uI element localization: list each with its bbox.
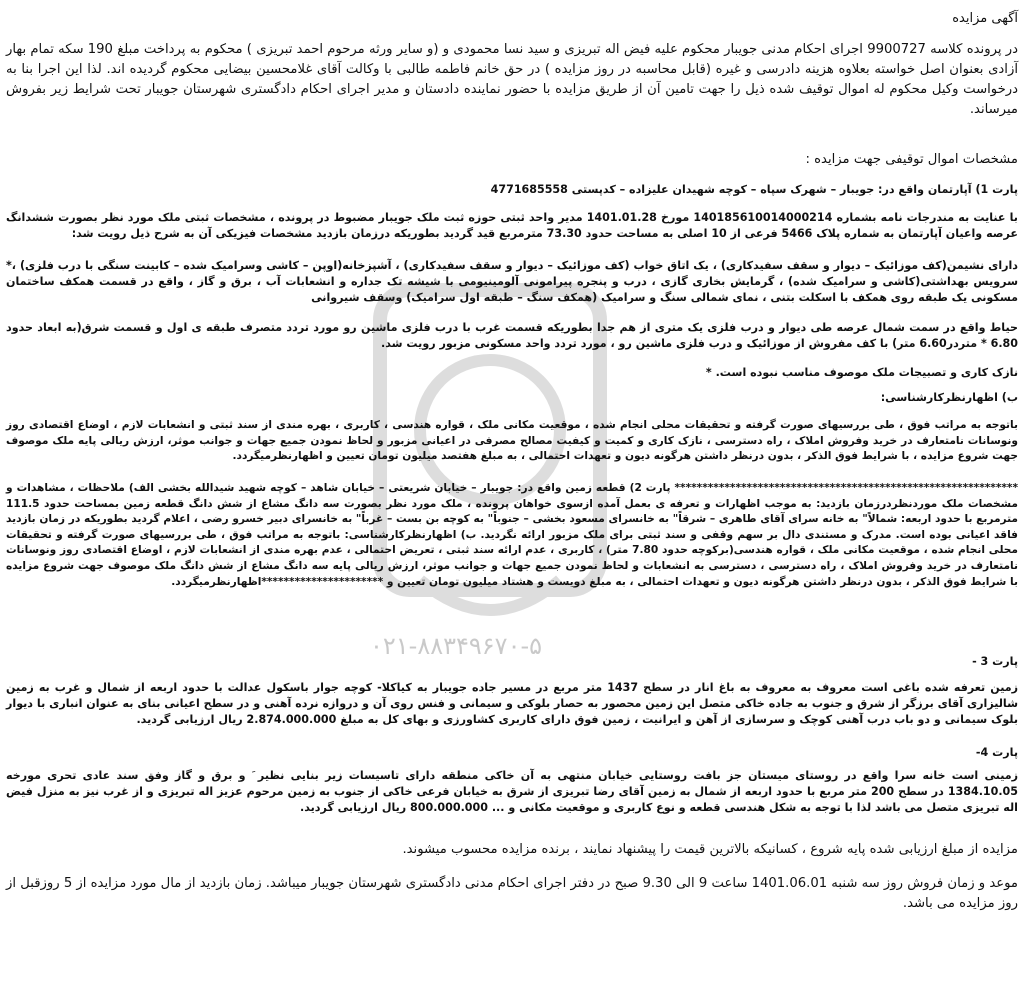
notice-title: آگهی مزایده — [952, 11, 1018, 26]
part1-yard: حیاط واقع در سمت شمال عرصه طی دیوار و درب فلزی یک متری از هم جدا بطوریکه قسمت غرب با درب فلزی ماشین رو مورد تردد متصرف طبقه ی اول و قسمت شرق(به ابعاد حدود 6.80 * متردر6.60 متر) با کف مفروش از موزائیک و درب فلزی ماشین رو ، مورد تردد واحد مسکونی مزبور رویت شد. — [6, 321, 1018, 350]
part3-heading: پارت 3 - — [972, 655, 1018, 668]
part3-paragraph: زمین تعرفه شده باغی است معروف به معروف به باغ انار در سطح 1437 متر مربع در مسیر جاده جویبار به کیاکلا- کوچه جوار باسکول عدالت با حدود اربعه از شمال و غرب به زمین شالیزاری آقای برزگر از شرق و جنوب به جاده خاکی متصل این زمین محصور به حصار بلوکی و سیمانی و فنس روی آن و دروازه نرده آهنی و در سطح اعیانی بنای به عنوان انباری با دیوار بلوک سیمانی و دو باب درب آهنی کوچک و سرسازی از آهن و ایرانیت ، زمین فوق دارای کاربری کشاورزی و بهای کل به مبلغ 2.874.000.000 ریال ارزیابی گردید. — [6, 681, 1019, 726]
part1-expert-heading: ب) اظهارنظرکارشناسی: — [880, 391, 1018, 404]
auction-schedule: موعد و زمان فروش روز سه شنبه 1401.06.01 ساعت 9 الی 9.30 صبح در دفتر اجرای احکام مدنی دادگستری شهرستان جویبار میباشد. زمان بازدید از مال مورد مزایده از 5 روزقبل از روز مزایده می باشد. — [6, 876, 1018, 911]
part1-finishing: نازک کاری و تصبیجات ملک موصوف مناسب نبوده است. * — [705, 366, 1018, 379]
part1-description: دارای نشیمن(کف موزائیک – دیوار و سقف سفیدکاری) ، یک اتاق خواب (کف موزائیک – دیوار و سقف سفیدکاری) ، آشپزخانه(اوپن – کاشی وسرامیک شده – کابینت سنگی با درب فلزی) ،* سرویس بهداشتی(کاشی و سرامیک شده) ، گرمایش بخاری گازی ، درب و پنجره پیرامونی آلومینیومی با شیشه تک جداره و انشعابات آب ، برق و گاز ، واقع در قسمت همکف ساختمان مسکونی یک طبقه روی همکف با اسکلت بتنی ، نمای شمالی سنگ و سرامیک (همکف سنگ – طبقه اول سرامیک) وسقف شیروانی — [6, 259, 1018, 304]
part4-paragraph: زمینی است خانه سرا واقع در روستای میستان جز بافت روستایی خیابان منتهی به آن خاکی منطقه دارای تاسیسات زیر بنایی نظیر َ و برق و گاز وفق سند عادی تحری مورخه 1384.10.05 در سطح 200 متر مربع با حدود اربعه از شمال به زمین آقای رضا تبریزی از شرق به خیابان فرعی خاکی از جنوب به زمین مرحوم عزیز اله تبریزی و از غرب نیز به منزل فیض اله تبریزی متصل می باشد لذا با توجه به شکل هندسی قطعه و نوع کاربری و موقعیت مکانی و ... 800.000.000 ریال ارزیابی گردید. — [6, 769, 1018, 814]
part2-paragraph: ************************************************************** پارت 2) قطعه زمین واقع در: جویبار – خیابان شریعتی – خیابان شاهد – کوچه شهید شیدالله بخشی الف) ملاحظات ، مشاهدات و مشخصات ملک موردنظردرزمان بازدید: به موجب اظهارات و تعرفه ی بعمل آمده ازسوی خواهان پرونده ، ملک مورد نظر بصورت سه دانگ مشاع از شش دانگ قطعه زمین بمساحت حدود 111.5 مترمربع با حدود اربعه: شمالاً" به خانه سرای آقای طاهری – شرقاً" به خانسرای مسعود بخشی – جنوباً" به کوچه بن بست – غرباً" به خانسرای دبیر خسرو رضی ، اعلام گردید بطوریکه در زمان بازدید فاقد اعیانی بوده است. مدرک و مستندی دال بر سهم وقفی و سند ثبتی برای ملک مزبور ارائه نگردید. ب) اظهارنظرکارشناسی: باتوجه به مراتب فوق ، طی بررسیهای صورت گرفته و تحقیقات محلی انجام شده ، موقعیت مکانی ملک ، قواره هندسی(برکوچه حدود 7.80 متر) ، کاربری ، عدم ارائه سند ثبتی ، تعریض احتمالی ، عدم بهره مندی از انشعابات لازم ، اوضاع اقتصادی روز ونوسانات نامتعارف در خرید وفروش املاک ، راه دسترسی ، دسترسی به انشعابات و لحاظ نمودن جمیع جهات و جوانب موثر، ارزش ریالی پایه سه دانگ مشاع از شش دانگ ملک موصوف جهت شروع مزایده با شرایط فوق الذکر ، بدون درنظر داشتن هرگونه دیون و تعهدات احتمالی ، به مبلغ دویست و هشتاد میلیون تومان تعیین و **********************اظهارنظرمیگردد. — [6, 482, 1018, 588]
intro-paragraph: در پرونده کلاسه 9900727 اجرای احکام مدنی جویبار محکوم علیه فیض اله تبریزی و سید نسا محمودی و (و سایر ورثه مرحوم احمد تبریزی ) محکوم به پرداخت مبلغ 190 سکه تمام بهار آزادی بعنوان اصل خواسته بعلاوه هزینه دادرسی و غیره (قابل محاسبه در روز مزایده ) در حق خانم فاطمه طالبی با وکالت آقای غلامحسین بیضایی محکوم گردیده اند. لذا این اجرا بنا به درخواست وکیل محکوم له اموال توقیف شده ذیل را جهت تامین آن از طریق مزایده با حضور نماینده دادستان و مدیر اجرای احکام دادگستری شهرستان جویبار تحت شرایط زیر بفروش میرساند. — [6, 42, 1019, 117]
part1-expert-opinion: باتوجه به مراتب فوق ، طی بررسیهای صورت گرفته و تحقیقات محلی انجام شده ، موقعیت مکانی ملک ، قواره هندسی ، کاربری ، بهره مندی از سند ثبتی و انشعابات لازم ، اوضاع اقتصادی روز ونوسانات نامتعارف در خرید وفروش املاک ، راه دسترسی ، نازک کاری و کمیت و کیفیت مصالح مصرفی در اعیانی مزبور و لحاظ نمودن جمیع جهات و جوانب موثر، ارزش ریالی پایه ملک موصوف جهت شروع مزایده ، با شرایط فوق الذکر ، بدون درنظر داشتن هرگونه دیون و تعهدات احتمالی ، به مبلغ هفتصد میلیون تومان تعیین و اظهارنظرمیگردد. — [6, 419, 1018, 463]
part1-registry: با عنایت به مندرجات نامه بشماره 140185610014000214 مورخ 1401.01.28 مدیر واحد ثبتی حوزه ثبت ملک جویبار مضبوط در پرونده ، مشخصات ثبتی ملک مورد نظر بصورت ششدانگ عرصه واعیان آپارتمان به شماره پلاک 5466 فرعی از 10 اصلی به مساحت حدود 73.30 مترمربع قید گردید بطوریکه درزمان بازدید مشخصات فیزیکی آن به شرح ذیل رویت شد: — [6, 211, 1018, 240]
part4-heading: پارت 4- — [975, 746, 1018, 759]
part1-heading: پارت 1) آپارتمان واقع در: جویبار – شهرک سپاه – کوچه شهیدان علیزاده – کدپستی 4771685558 — [490, 183, 1018, 196]
specs-heading: مشخصات اموال توقیفی جهت مزایده : — [805, 152, 1018, 167]
watermark-phone: ۰۲۱-۸۸۳۴۹۶۷۰-۵ — [370, 632, 543, 660]
auction-rule: مزایده از مبلغ ارزیابی شده پایه شروع ، کسانیکه بالاترین قیمت را پیشنهاد نمایند ، برنده مزایده محسوب میشوند. — [402, 842, 1018, 857]
